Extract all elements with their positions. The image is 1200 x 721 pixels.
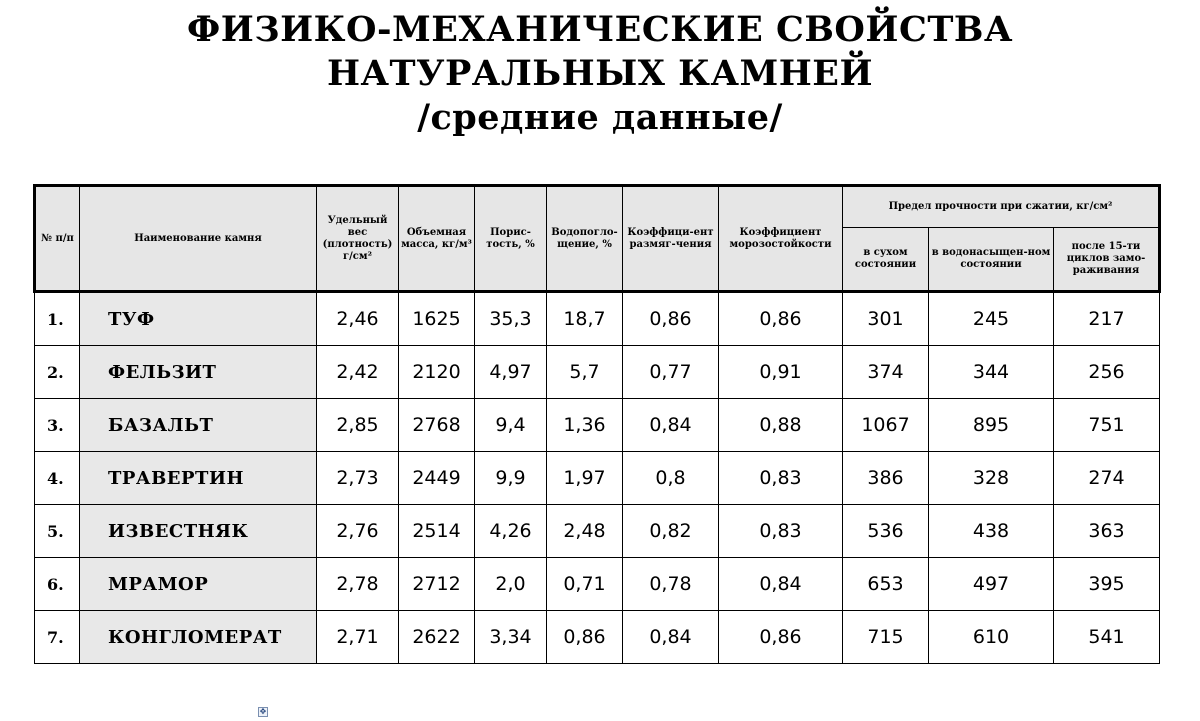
- table-move-handle-icon[interactable]: ✥: [259, 707, 267, 716]
- cell-name: БАЗАЛЬТ: [80, 399, 317, 452]
- cell-bulk-mass: 2449: [399, 452, 475, 505]
- cell-softening: 0,78: [623, 558, 719, 611]
- header-num: № п/п: [35, 186, 80, 292]
- cell-frost: 0,86: [719, 292, 843, 346]
- cell-frost: 0,91: [719, 346, 843, 399]
- cell-density: 2,42: [317, 346, 399, 399]
- cell-porosity: 4,97: [475, 346, 547, 399]
- header-strength-frozen: после 15-ти циклов замо-раживания: [1054, 228, 1160, 292]
- cell-strength-wet: 895: [929, 399, 1054, 452]
- cell-softening: 0,84: [623, 399, 719, 452]
- header-strength-dry: в сухом состоянии: [843, 228, 929, 292]
- cell-name: КОНГЛОМЕРАТ: [80, 611, 317, 664]
- cell-density: 2,46: [317, 292, 399, 346]
- cell-water-absorption: 18,7: [547, 292, 623, 346]
- table-body: [35, 292, 1160, 664]
- cell-bulk-mass: 2768: [399, 399, 475, 452]
- header-strength-wet: в водонасыщен-ном состоянии: [929, 228, 1054, 292]
- cell-strength-dry: 1067: [843, 399, 929, 452]
- table-row: [35, 611, 1160, 664]
- cell-num: 7.: [35, 611, 80, 664]
- cell-water-absorption: 2,48: [547, 505, 623, 558]
- cell-num: 1.: [35, 292, 80, 346]
- cell-water-absorption: 5,7: [547, 346, 623, 399]
- header-softening: Коэффици-ент размяг-чения: [623, 186, 719, 292]
- properties-table: [33, 184, 1161, 664]
- cell-bulk-mass: 2712: [399, 558, 475, 611]
- cell-frost: 0,83: [719, 505, 843, 558]
- cell-density: 2,71: [317, 611, 399, 664]
- header-porosity: Порис-тость, %: [475, 186, 547, 292]
- cell-strength-wet: 245: [929, 292, 1054, 346]
- cell-bulk-mass: 2622: [399, 611, 475, 664]
- cell-strength-wet: 497: [929, 558, 1054, 611]
- cell-softening: 0,86: [623, 292, 719, 346]
- cell-bulk-mass: 2120: [399, 346, 475, 399]
- cell-num: 4.: [35, 452, 80, 505]
- header-density: Удельный вес (плотность) г/см²: [317, 186, 399, 292]
- header-strength-group: Предел прочности при сжатии, кг/см²: [843, 186, 1160, 228]
- cell-name: МРАМОР: [80, 558, 317, 611]
- cell-frost: 0,86: [719, 611, 843, 664]
- cell-porosity: 9,9: [475, 452, 547, 505]
- cell-frost: 0,88: [719, 399, 843, 452]
- table-row: [35, 399, 1160, 452]
- cell-strength-dry: 374: [843, 346, 929, 399]
- cell-frost: 0,83: [719, 452, 843, 505]
- table-row: [35, 452, 1160, 505]
- table-row: [35, 558, 1160, 611]
- header-bulk-mass: Объемная масса, кг/м³: [399, 186, 475, 292]
- cell-strength-wet: 438: [929, 505, 1054, 558]
- document-title: [0, 8, 1200, 140]
- header-water-absorption: Водопогло-щение, %: [547, 186, 623, 292]
- cell-strength-dry: 653: [843, 558, 929, 611]
- cell-porosity: 4,26: [475, 505, 547, 558]
- cell-density: 2,73: [317, 452, 399, 505]
- cell-porosity: 35,3: [475, 292, 547, 346]
- cell-name: ФЕЛЬЗИТ: [80, 346, 317, 399]
- cell-strength-wet: 610: [929, 611, 1054, 664]
- cell-strength-frozen: 256: [1054, 346, 1160, 399]
- table-row: [35, 505, 1160, 558]
- cell-strength-dry: 536: [843, 505, 929, 558]
- cell-strength-dry: 301: [843, 292, 929, 346]
- cell-water-absorption: 0,71: [547, 558, 623, 611]
- header-name: Наименование камня: [80, 186, 317, 292]
- cell-strength-wet: 328: [929, 452, 1054, 505]
- cell-bulk-mass: 1625: [399, 292, 475, 346]
- title-line-2: НАТУРАЛЬНЫХ КАМНЕЙ: [326, 53, 874, 94]
- header-frost: Коэффициент морозостойкости: [719, 186, 843, 292]
- cell-porosity: 3,34: [475, 611, 547, 664]
- table-row: [35, 292, 1160, 346]
- cell-name: ТРАВЕРТИН: [80, 452, 317, 505]
- cell-water-absorption: 1,97: [547, 452, 623, 505]
- cell-strength-frozen: 217: [1054, 292, 1160, 346]
- cell-density: 2,85: [317, 399, 399, 452]
- cell-strength-wet: 344: [929, 346, 1054, 399]
- cell-strength-dry: 386: [843, 452, 929, 505]
- cell-num: 3.: [35, 399, 80, 452]
- cell-softening: 0,8: [623, 452, 719, 505]
- cell-strength-frozen: 363: [1054, 505, 1160, 558]
- cell-water-absorption: 0,86: [547, 611, 623, 664]
- cell-density: 2,76: [317, 505, 399, 558]
- cell-softening: 0,84: [623, 611, 719, 664]
- cell-softening: 0,82: [623, 505, 719, 558]
- cell-porosity: 9,4: [475, 399, 547, 452]
- cell-porosity: 2,0: [475, 558, 547, 611]
- cell-num: 2.: [35, 346, 80, 399]
- cell-strength-frozen: 395: [1054, 558, 1160, 611]
- properties-table-wrapper: [33, 184, 1158, 664]
- title-line-3: /средние данные/: [417, 97, 783, 138]
- cell-strength-frozen: 751: [1054, 399, 1160, 452]
- cell-frost: 0,84: [719, 558, 843, 611]
- cell-water-absorption: 1,36: [547, 399, 623, 452]
- cell-strength-frozen: 274: [1054, 452, 1160, 505]
- cell-name: ИЗВЕСТНЯК: [80, 505, 317, 558]
- cell-name: ТУФ: [80, 292, 317, 346]
- table-header: [35, 186, 1160, 292]
- cell-num: 6.: [35, 558, 80, 611]
- cell-bulk-mass: 2514: [399, 505, 475, 558]
- table-row: [35, 346, 1160, 399]
- cell-softening: 0,77: [623, 346, 719, 399]
- cell-strength-frozen: 541: [1054, 611, 1160, 664]
- title-line-1: ФИЗИКО-МЕХАНИЧЕСКИЕ СВОЙСТВА: [187, 9, 1013, 50]
- cell-num: 5.: [35, 505, 80, 558]
- cell-strength-dry: 715: [843, 611, 929, 664]
- cell-density: 2,78: [317, 558, 399, 611]
